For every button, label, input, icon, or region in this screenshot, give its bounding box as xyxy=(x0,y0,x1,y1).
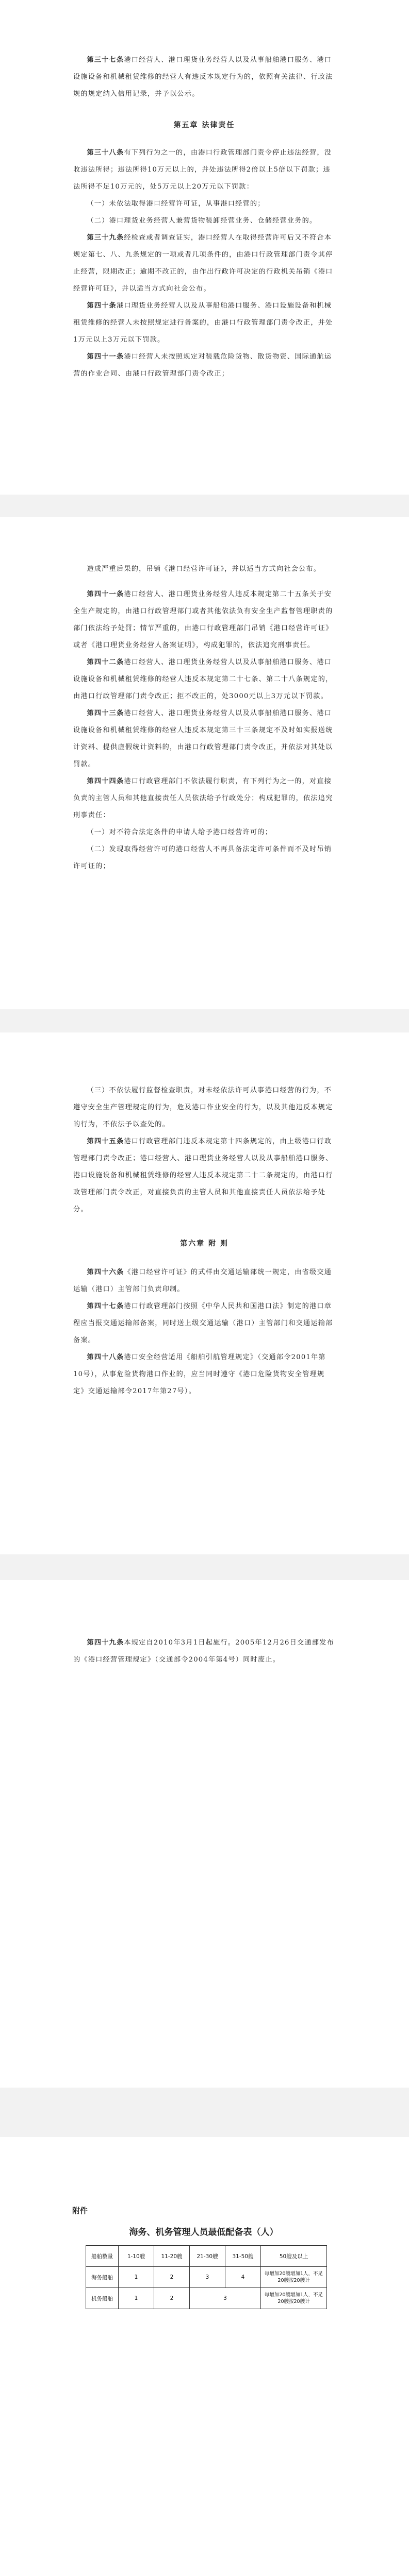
header-cell: 31-50艘 xyxy=(225,2246,261,2267)
page-gap xyxy=(0,495,409,517)
article-37: 第三十七条港口经营人、港口理货业务经营人以及从事船舶港口服务、港口设施设备和机械租赁维修的经营人有违反本规定行为的，依照有关法律、行政法规的规定纳入信用记录，并予以公示。 xyxy=(73,56,333,98)
article-48: 第四十八条港口安全经营适用《船舶引航管理规定》（交通部令2001年第10号），从事危险货物港口作业的，应当同时遵守《港口危险货物安全管理规定》交通运输部令2017年第27号）。 xyxy=(73,1353,326,1395)
article-43: 第四十三条港口经营人、港口理货业务经营人以及从事船舶港口服务、港口设施设备和机械租赁维修的经营人违反本规定第三十三条规定不及时如实报送统计资料、提供虚假统计资料的，由港口行政管理部门责令改正，并依法对其处以罚款。 xyxy=(73,709,333,768)
page-gap xyxy=(0,1554,409,1580)
table-row xyxy=(86,2288,327,2309)
document-page-4 xyxy=(0,1580,409,2088)
header-cell: 11-20艘 xyxy=(154,2246,190,2267)
article-42: 第四十二条港口经营人、港口理货业务经营人以及从事船舶港口服务、港口设施设备和机械租赁维修的经营人违反本规定第二十七条、第二十八条规定的，由港口行政管理部门责令改正；拒不改正的，处3000元以上3万元以下罚款。 xyxy=(73,658,333,700)
page-3-body xyxy=(73,1082,335,1400)
article-49: 第四十九条本规定自2010年3月1日起施行。2005年12月26日交通部发布的《港口经营管理规定》（交通部令2004年第4号）同时废止。 xyxy=(73,1639,334,1664)
page-gap xyxy=(0,2088,409,2137)
header-cell: 船舶数量 xyxy=(86,2246,119,2267)
table-cell: 2 xyxy=(154,2288,190,2309)
row-label: 海务船舶 xyxy=(86,2267,119,2288)
chapter-5-heading: 第五章 法律责任 xyxy=(173,121,235,129)
table-cell: 4 xyxy=(225,2267,261,2288)
page-gap xyxy=(0,1009,409,1032)
table-cell: 2 xyxy=(154,2267,190,2288)
header-cell: 1-10艘 xyxy=(119,2246,154,2267)
document-page-5 xyxy=(0,2137,409,2576)
article-44: 第四十四条港口行政管理部门不依法履行职责，有下列行为之一的，对直接负责的主管人员和其他直接责任人员依法给予行政处分；构成犯罪的，依法追究刑事责任： xyxy=(73,777,333,819)
table-cell: 1 xyxy=(119,2267,154,2288)
article-40: 第四十条港口理货业务经营人以及从事船舶港口服务、港口设施设备和机械租赁维修的经营人未按照规定进行备案的，由港口行政管理部门责令改正，并处1万元以上3万元以下罚款。 xyxy=(73,302,333,344)
article-44-item-1: （一）对不符合法定条件的申请人给予港口经营许可的； xyxy=(87,828,273,836)
appendix-label: 附件 xyxy=(72,2206,88,2215)
table-note: 每增加20艘增加1人，不足20艘按20艘计 xyxy=(261,2288,327,2309)
article-39: 第三十九条经检查或者调查证实，港口经营人在取得经营许可后又不符合本规定第七、八、九条规定的一项或者几项条件的，由港口行政管理部门责令其停止经营，限期改正；逾期不改正的，由作出行政许可决定的行政机关吊销《港口经营许可证》，并以适当方式向社会公布。 xyxy=(73,234,333,293)
article-41: 第四十一条港口经营人、港口理货业务经营人违反本规定第二十五条关于安全生产规定的，由港口行政管理部门或者其他依法负有安全生产监督管理职责的部门依法给予处罚；情节严重的，由港口行政管理部门吊销《港口经营许可证》或者《港口理货业务经营人备案证明》，构成犯罪的，依法追究刑事责任。 xyxy=(73,590,333,649)
row-label: 机务船舶 xyxy=(86,2288,119,2309)
article-47: 第四十七条港口行政管理部门按照《中华人民共和国港口法》制定的港口章程应当报交通运输部备案，同时送上级交通运输（港口）主管部门和交通运输部备案。 xyxy=(73,1302,333,1344)
table-row xyxy=(86,2267,327,2288)
table-title: 海务、机务管理人员最低配备表（人） xyxy=(129,2227,279,2238)
table-cell: 3 xyxy=(190,2267,225,2288)
page-1-body xyxy=(73,52,335,382)
article-44-item-2: （二）发现取得经营许可的港口经营人不再具备法定许可条件而不及时吊销许可证的； xyxy=(73,845,332,870)
page-4-body xyxy=(73,1634,335,1668)
article-38-item-1: （一）未依法取得港口经营许可证，从事港口经营的； xyxy=(87,200,265,208)
table-note: 每增加20艘增加1人，不足20艘按20艘计 xyxy=(261,2267,327,2288)
document-page-1 xyxy=(0,0,409,495)
continuation-text: 造成严重后果的，吊销《港口经营许可证》，并以适当方式向社会公布。 xyxy=(87,565,321,573)
article-45: 第四十五条港口行政管理部门违反本规定第十四条规定的，由上级港口行政管理部门责令改正；港口经营人、港口理货业务经营人以及从事船舶港口服务、港口设施设备和机械租赁维修的经营人违反本规定第二十二条规定的，由港口行政管理部门责令改正，对直接负责的主管人员和其他直接责任人员依法给予处分。 xyxy=(73,1138,333,1213)
document-page-3 xyxy=(0,1032,409,1554)
article-38: 第三十八条有下列行为之一的，由港口行政管理部门责令停止违法经营，没收违法所得；违法所得10万元以上的，并处违法所得2倍以上5倍以下罚款；违法所得不足10万元的，处5万元以上20万元以下罚款： xyxy=(73,149,332,191)
header-cell: 50艘及以上 xyxy=(261,2246,327,2267)
chapter-6-heading: 第六章 附 则 xyxy=(180,1240,228,1248)
staffing-table xyxy=(86,2245,327,2309)
header-cell: 21-30艘 xyxy=(190,2246,225,2267)
article-38-item-2: （二）港口理货业务经营人兼营货物装卸经营业务、仓储经营业务的。 xyxy=(87,217,317,225)
article-46: 第四十六条《港口经营许可证》的式样由交通运输部统一规定，由省级交通运输（港口）主管部门负责印制。 xyxy=(73,1268,332,1293)
article-41-start: 第四十一条港口经营人未按照规定对装载危险货物、散货物资、国际通航运营的作业合同、由港口行政管理部门责令改正； xyxy=(73,353,332,378)
table-cell: 3 xyxy=(190,2288,261,2309)
table-cell: 1 xyxy=(119,2288,154,2309)
page-2-body xyxy=(73,561,335,875)
document-page-2 xyxy=(0,517,409,1009)
article-44-item-3: （三）不依法履行监督检查职责，对未经依法许可从事港口经营的行为，不遵守安全生产管理规定的行为，危及港口作业安全的行为，以及其他违反本规定的行为，不依法予以查处的。 xyxy=(73,1087,333,1128)
table-header-row xyxy=(86,2246,327,2267)
